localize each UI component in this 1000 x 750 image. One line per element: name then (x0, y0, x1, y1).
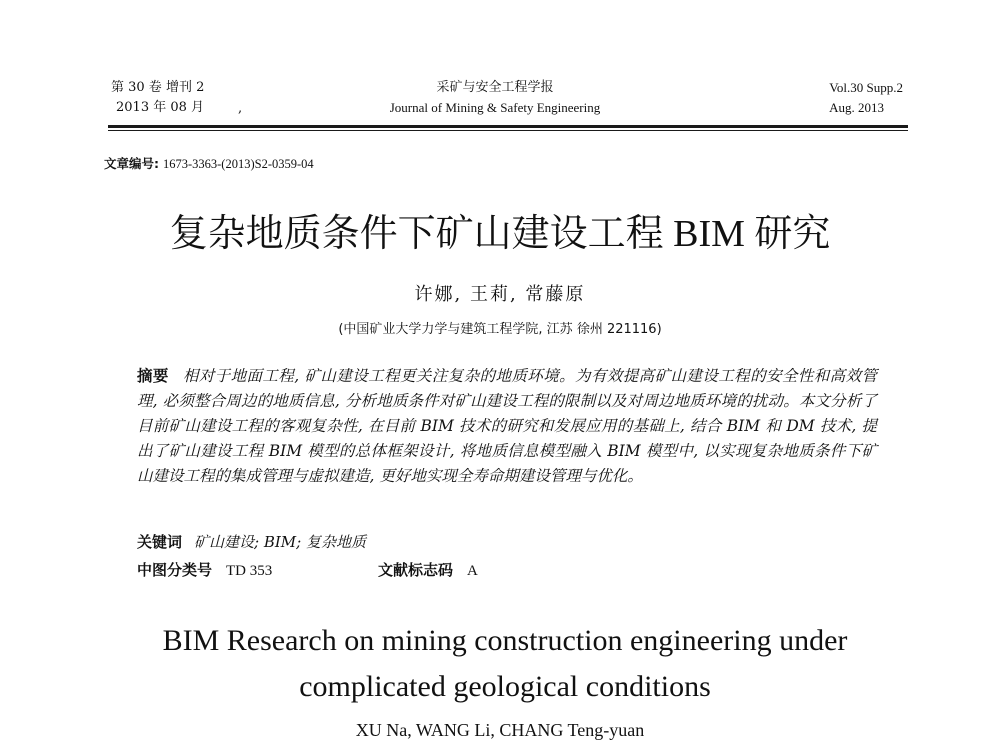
classification (137, 559, 272, 580)
header-journal-cn: 采矿与安全工程学报 (436, 80, 554, 95)
title-en-line1: BIM Research on mining construction engineering under (162, 624, 848, 657)
title-en-line2: complicated geological conditions (299, 670, 711, 703)
article-number-value: 1673-3363-(2013)S2-0359-04 (162, 157, 314, 171)
document-code (378, 559, 478, 580)
title-cn-part2: 研究 (754, 211, 831, 255)
header-rule-thin (108, 130, 908, 131)
title-cn (100, 208, 900, 259)
title-cn-latin: BIM (663, 213, 755, 255)
header-volume-en: Vol.30 Supp.2 (829, 80, 903, 95)
keywords-label: 关键词 (137, 533, 183, 551)
header-volume-cn: 第 30 卷 增刊 2 (111, 80, 205, 95)
header-mark: , (238, 101, 243, 116)
authors-cn: 许娜, 王莉, 常藤原 (414, 284, 586, 305)
header-rule-thick (108, 125, 908, 128)
header-journal-en: Journal of Mining & Safety Engineering (389, 100, 601, 115)
header-date-en: Aug. 2013 (829, 100, 884, 115)
keywords-value: 矿山建设; BIM; 复杂地质 (194, 533, 366, 551)
classification-value: TD 353 (226, 563, 273, 579)
abstract-text: 相对于地面工程, 矿山建设工程更关注复杂的地质环境。为有效提高矿山建设工程的安全性和高效管理, 必须整合周边的地质信息, 分析地质条件对矿山建设工程的限制以及对周边地质环境的扰动。本文分析了目前矿山建设工程的客观复杂性, 在目前 BIM 技术的研究和发展应用的基础上, 结合 BIM 和 DM 技术, 提出了矿山建设工程 BIM 模型的总体框架设计, 将地质信息模型融入 BIM 模型中, 以实现复杂地质条件下矿山建设工程的集成管理与虚拟建造, 更好地实现全寿命期建设管理与优化。 (137, 367, 877, 485)
article-number-label: 文章编号: (104, 156, 159, 171)
header-date-cn: 2013 年 08 月 (116, 100, 205, 115)
abstract (137, 364, 877, 489)
title-cn-part1: 复杂地质条件下矿山建设工程 (169, 211, 664, 255)
article-number (104, 154, 314, 172)
title-en (100, 618, 910, 710)
classification-label: 中图分类号 (137, 561, 213, 579)
affiliation-cn: (中国矿业大学力学与建筑工程学院, 江苏 徐州 221116) (338, 322, 662, 337)
authors-en: XU Na, WANG Li, CHANG Teng-yuan (355, 720, 645, 740)
abstract-label: 摘要 (137, 367, 169, 385)
keywords (137, 531, 366, 552)
document-code-label: 文献标志码 (378, 561, 454, 579)
document-code-value: A (467, 563, 478, 579)
